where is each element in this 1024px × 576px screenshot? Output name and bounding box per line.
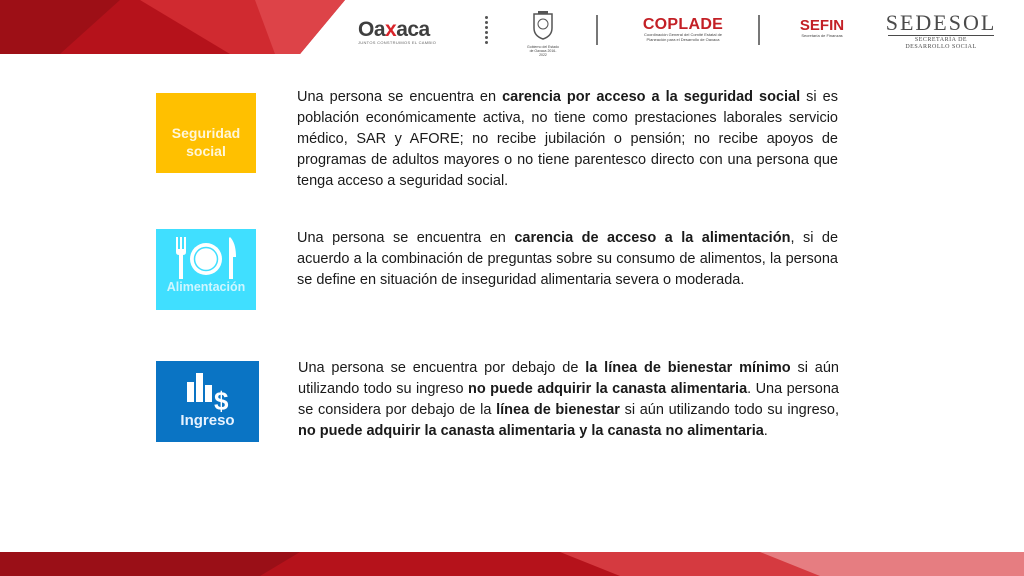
body-text: si es población económicamente activa, no tiene como prestaciones laborales servicio médico, SAR y AFORE; no recibe jubilación o pensión; no recibe apoyos de programas de adultos mayores o no tiene parentesco directo con una persona que tenga acceso a seguridad social. <box>297 89 838 189</box>
body-text: . Una persona se considera por debajo de la <box>298 381 839 418</box>
bars-dollar-icon <box>186 370 230 412</box>
seguridad-social-description <box>297 87 838 192</box>
body-text: si aún utilizando todo su ingreso <box>298 360 839 397</box>
sefin-logo: SEFIN Secretaría de Finanzas <box>799 17 845 38</box>
emphasis-text: la línea de bienestar mínimo <box>585 360 791 376</box>
tile-label: Alimentación <box>166 280 246 294</box>
body-text: . <box>763 423 768 439</box>
seguridad-social-tile <box>156 93 256 173</box>
emphasis-text: no puede adquirir la canasta alimentaria y la canasta no alimentaria <box>298 423 764 439</box>
emphasis-text: carencia por acceso a la seguridad social <box>502 89 801 105</box>
alimentacion-tile <box>156 229 256 310</box>
svg-text:$: $ <box>214 386 229 412</box>
tile-label: Ingreso <box>180 412 235 429</box>
state-seal-logo: Gobierno del Estado de Oaxaca 2016-2022 <box>526 10 560 57</box>
body-text: , si de acuerdo a la combinación de preguntas sobre su consumo de alimentos, la persona se define en situación de inseguridad alimentaria severa o moderada. <box>297 230 839 288</box>
oaxaca-logo: Oaxaca JUNTOS CONSTRUIMOS EL CAMBIO <box>358 18 437 45</box>
sedesol-logo: SEDESOL SECRETARÍA DE DESARROLLO SOCIAL <box>885 10 997 50</box>
logo-divider <box>596 15 598 45</box>
coplade-logo: COPLADE Coordinación General del Comité Estatal de Planeación para el Desarrollo de Oaxaca <box>642 16 724 42</box>
state-seal-icon <box>530 10 556 40</box>
ingreso-description <box>298 358 839 442</box>
alimentacion-description <box>297 228 838 291</box>
emphasis-text: no puede adquirir la canasta alimentaria <box>468 381 748 397</box>
emphasis-text: línea de bienestar <box>496 402 620 418</box>
body-text: Una persona se encuentra en <box>297 230 515 246</box>
bottom-banner <box>0 552 1024 576</box>
body-text: si aún utilizando todo su ingreso, <box>619 402 839 418</box>
emphasis-text: carencia de acceso a la alimentación <box>514 230 791 246</box>
body-text: Una persona se encuentra por debajo de <box>298 360 586 376</box>
dotted-divider <box>483 16 489 48</box>
partner-logos <box>350 8 1020 57</box>
tile-label: Seguridad social <box>171 125 241 159</box>
ingreso-tile <box>156 361 259 442</box>
fork-plate-knife-icon <box>172 235 240 281</box>
logo-divider <box>758 15 760 45</box>
body-text: Una persona se encuentra en <box>297 89 503 105</box>
